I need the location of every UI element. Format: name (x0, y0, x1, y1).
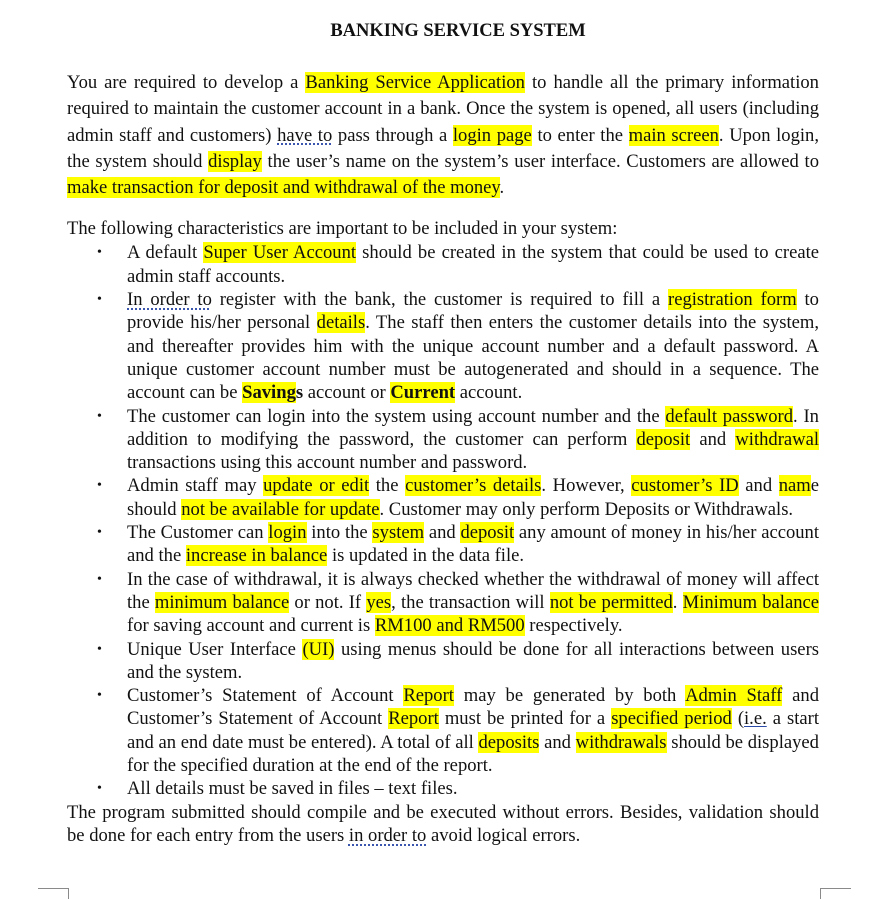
text-run: respectively. (524, 615, 623, 637)
text-run: Customer’s Statement of Account (127, 685, 404, 707)
characteristic-item (97, 241, 819, 288)
text-run: ( (731, 708, 745, 730)
text-run: to provide his/her personal (127, 289, 819, 334)
text-run: . In addition to modifying the password, the customer can perform (127, 405, 819, 450)
characteristic-item (97, 638, 819, 685)
text-run: The program submitted should compile and be executed without errors. Besides, validation should be done for each entry from the users (67, 801, 819, 847)
page-corner-marker-right (820, 888, 851, 899)
text-run: to handle all the primary information required to maintain the customer account in a bank. Once the system is opened, all users (including admin staff and customers) (67, 72, 819, 146)
text-run: . Upon login, the system should (67, 124, 819, 172)
characteristic-item (97, 405, 819, 475)
highlighted-text: Minimum balance (682, 591, 820, 613)
text-run: to enter the (531, 124, 629, 146)
text-run: . However, (541, 475, 632, 497)
highlighted-text: Saving (242, 382, 296, 404)
text-run: the user’s name on the system’s user interface. Customers are allowed to (261, 150, 820, 172)
highlighted-text: increase in balance (185, 545, 328, 567)
characteristic-item (97, 474, 820, 521)
closing-paragraph (67, 801, 819, 848)
text-run: and (424, 522, 461, 544)
text-run: In the case of withdrawal, it is always checked whether the withdrawal of money will affect the (127, 568, 819, 613)
text-run: using menus should be done for all interactions between users and the system. (127, 638, 819, 683)
underlined-abbreviation: i.e. (744, 708, 767, 730)
highlighted-text: Admin Staff (685, 685, 783, 707)
bullet-icon: • (97, 688, 102, 704)
bullet-icon: • (97, 781, 102, 797)
highlighted-text: deposit (460, 522, 515, 544)
text-run: avoid logical errors. (426, 825, 581, 847)
bullet-icon: • (97, 525, 102, 541)
bullet-icon: • (97, 571, 102, 587)
text-run: into the (306, 522, 373, 544)
text-run: s (295, 382, 304, 404)
highlighted-text: customer’s ID (631, 475, 739, 497)
characteristic-item (97, 684, 820, 777)
highlighted-text: make transaction for deposit and withdrawal of the money (67, 177, 500, 199)
highlighted-text: (UI) (302, 638, 335, 660)
text-run: and (690, 428, 736, 450)
text-run: may be generated by both (453, 685, 686, 707)
highlighted-text: withdrawal (735, 428, 819, 450)
text-run: should be created in the system that could be used to create admin staff accounts. (127, 242, 819, 287)
highlighted-text: customer’s details (405, 475, 542, 497)
text-run: . (499, 177, 505, 199)
text-run: account. (455, 382, 523, 404)
text-run: or not. If (289, 591, 367, 613)
highlighted-text: Super User Account (203, 242, 357, 264)
text-run: and Customer’s Statement of Account (127, 685, 819, 730)
text-run: should be displayed for the specified duration at the end of the report. (127, 731, 819, 777)
highlighted-text: Current (390, 382, 456, 404)
highlighted-text: yes (366, 591, 392, 613)
text-run: account or (303, 382, 391, 404)
highlighted-text: not be permitted (549, 591, 673, 613)
text-run: for saving account and current is (127, 615, 375, 637)
highlighted-text: details (316, 312, 366, 334)
highlighted-text: update or edit (263, 475, 370, 497)
highlighted-text: specified period (611, 708, 732, 730)
text-run: The Customer can (127, 522, 269, 544)
bullet-icon: • (97, 292, 102, 308)
text-run: and (539, 731, 576, 753)
highlighted-text: system (372, 522, 425, 544)
text-run: is updated in the data file. (327, 545, 525, 567)
document-page (67, 18, 819, 848)
highlighted-text: Banking Service Application (305, 72, 525, 93)
highlighted-text: main screen (628, 124, 719, 146)
intro-paragraph (67, 70, 819, 201)
proofing-underlined-text: In order to (127, 289, 212, 311)
proofing-underlined-text: have to (277, 124, 333, 146)
highlighted-text: not be available for update (181, 498, 380, 520)
highlighted-text: Report (388, 708, 439, 730)
text-run: register with the bank, the customer is required to fill a (211, 289, 668, 311)
bullet-icon: • (97, 641, 102, 657)
characteristic-item (97, 288, 819, 404)
text-run: Admin staff may (127, 475, 264, 497)
text-run: any amount of money in his/her account and the (127, 522, 820, 567)
text-run: e should (127, 475, 820, 520)
highlighted-text: deposits (478, 731, 540, 753)
text-run: a start and an end date must be entered). A total of all (127, 708, 820, 753)
highlighted-text: login (268, 522, 307, 544)
text-run: A default (127, 242, 204, 264)
text-run: and (738, 475, 779, 497)
highlighted-text: minimum balance (154, 591, 290, 613)
page-corner-marker-left (38, 888, 69, 899)
bullet-icon: • (97, 478, 102, 494)
text-run: Unique User Interface (127, 638, 303, 660)
highlighted-text: withdrawals (575, 731, 667, 753)
characteristics-lead: The following characteristics are important to be included in your system: (67, 218, 618, 240)
highlighted-text: display (208, 150, 262, 172)
highlighted-text: deposit (636, 428, 691, 450)
bullet-icon: • (97, 408, 102, 424)
highlighted-text: default password (665, 405, 794, 427)
text-run: You are required to develop a (67, 72, 306, 93)
highlighted-text: RM100 and RM500 (374, 615, 525, 637)
characteristic-item (97, 521, 820, 568)
text-run: the (369, 475, 406, 497)
highlighted-text: login page (452, 124, 532, 146)
text-run: , the transaction will (391, 591, 550, 613)
text-run: The customer can login into the system using account number and the (127, 405, 666, 427)
characteristic-item (97, 568, 820, 638)
highlighted-text: registration form (668, 289, 797, 311)
text-run: All details must be saved in files – text files. (127, 778, 458, 800)
text-run: transactions using this account number and password. (127, 452, 528, 474)
highlighted-text: Report (403, 685, 454, 707)
document-title: BANKING SERVICE SYSTEM (330, 21, 586, 41)
proofing-underlined-text: in order to (348, 825, 427, 847)
characteristics-list (67, 241, 819, 800)
highlighted-text: nam (778, 475, 811, 497)
text-run: must be printed for a (438, 708, 612, 730)
text-run: . The staff then enters the customer details into the system, and thereafter provides him with the unique account number and a default password. A unique customer account number must be autogenerated and should in a sequence. The account can be (127, 312, 819, 404)
characteristic-item (97, 777, 819, 800)
text-run: . Customer may only perform Deposits or Withdrawals. (379, 498, 794, 520)
text-run: . (672, 591, 683, 613)
text-run: pass through a (332, 124, 453, 146)
bullet-icon: • (97, 245, 102, 261)
